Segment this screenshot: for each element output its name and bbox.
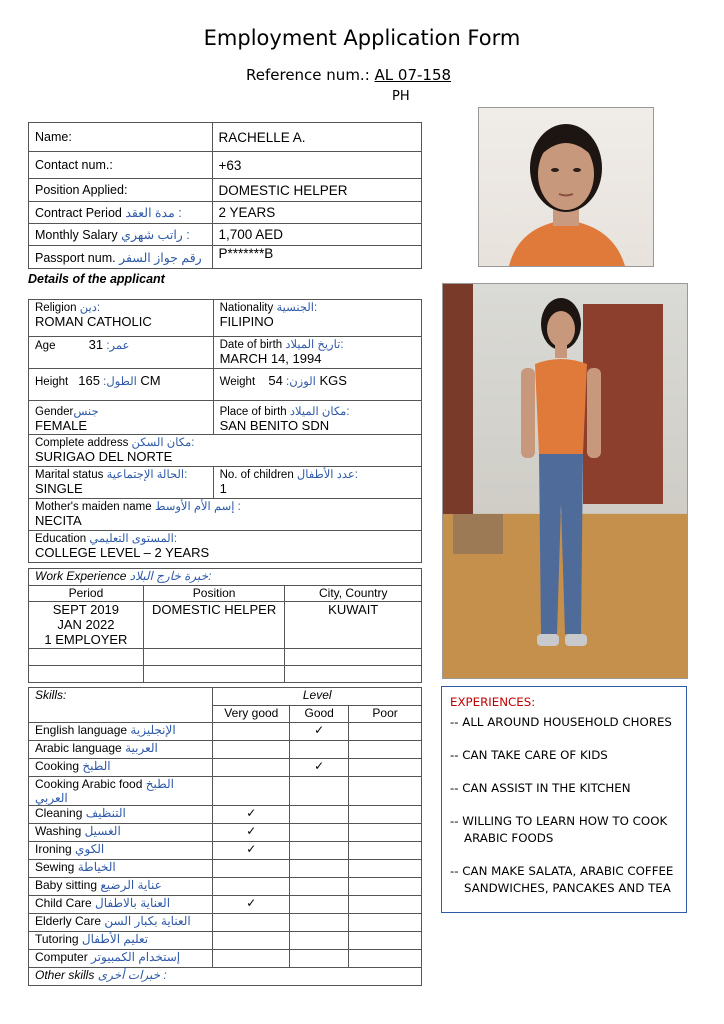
nationality-cell: Nationality الجنسية: FILIPINO [213,300,421,337]
maiden-cell: Mother's maiden name إسم الأم الأوسط : NECITA [29,499,422,531]
religion-value: ROMAN CATHOLIC [35,314,152,329]
skill-level-very-good [213,723,290,741]
skill-level-good [290,842,349,860]
work-experience-table [28,568,422,683]
skill-name: Child Care العناية بالاطفال [29,896,213,914]
skill-level-very-good [213,914,290,932]
skill-row [29,741,422,759]
skills-table [28,687,422,986]
skill-level-very-good [213,932,290,950]
empty-cell [29,649,144,666]
skill-name: Arabic language العربية [29,741,213,759]
skill-level-very-good [213,759,290,777]
height-value: 165 CM [78,373,161,388]
skill-level-good: ✓ [290,723,349,741]
skill-row [29,777,422,806]
skill-level-poor [349,878,422,896]
skill-level-good [290,860,349,878]
skill-name: Cleaning التنظيف [29,806,213,824]
empty-cell [285,666,422,683]
reference-label: Reference num.: [246,66,370,84]
weight-value: 54 KGS [268,373,347,388]
maiden-value: NECITA [35,513,82,528]
work-heading: Work Experience خبرة خارج البلاد: [29,569,422,586]
work-position: DOMESTIC HELPER [143,602,285,649]
skill-level-poor [349,914,422,932]
page-title: Employment Application Form [203,26,521,50]
skill-row [29,878,422,896]
nationality-value: FILIPINO [219,314,274,329]
skill-level-poor [349,824,422,842]
skill-level-very-good [213,777,290,806]
empty-cell [29,666,144,683]
skill-level-good [290,777,349,806]
skill-row [29,950,422,968]
skill-name: Ironing الكوي [29,842,213,860]
skill-level-good [290,950,349,968]
gender-value: FEMALE [35,418,88,433]
skill-level-very-good: ✓ [213,824,290,842]
skill-level-very-good: ✓ [213,806,290,824]
col-good: Good [290,706,349,723]
skill-name: Computer إستخدام الكمبيوتر [29,950,213,968]
reference-line [246,66,451,84]
skill-level-good: ✓ [290,759,349,777]
skill-level-poor [349,950,422,968]
name-label: Name: [29,123,213,152]
education-cell: Education المستوى التعليمي: COLLEGE LEVEL – 2 YEARS [29,531,422,563]
level-heading: Level [213,688,422,706]
skill-name: English language الإنجليزية [29,723,213,741]
contact-value: +63 [212,152,422,179]
skill-row [29,759,422,777]
skill-level-very-good: ✓ [213,842,290,860]
col-city: City, Country [285,586,422,602]
passport-label: Passport num. رقم جواز السفر [29,246,213,269]
contract-label: Contract Period مدة العقد : [29,202,213,224]
contact-label: Contact num.: [29,152,213,179]
portrait-illustration [479,108,653,266]
height-cell: Height الطول: 165 CM [29,369,214,401]
skill-name: Baby sitting عناية الرضيع [29,878,213,896]
details-table [28,299,422,563]
skill-name: Cooking Arabic food الطبخ العربي [29,777,213,806]
skill-level-poor [349,932,422,950]
age-value: 31 [88,337,104,352]
experience-item: -- ALL AROUND HOUSEHOLD CHORES [450,715,672,729]
address-cell: Complete address مكان السكن: SURIGAO DEL NORTE [29,435,422,467]
experience-item: -- CAN ASSIST IN THE KITCHEN [450,781,631,795]
children-value: 1 [219,481,227,496]
skill-row [29,932,422,950]
skill-level-very-good [213,741,290,759]
experiences-box [441,686,687,913]
marital-cell: Marital status الحالة الإجتماعية: SINGLE [29,467,214,499]
pob-value: SAN BENITO SDN [219,418,330,433]
skill-level-very-good [213,878,290,896]
other-skills: Other skills خبرات أخرى : [29,968,422,986]
skill-level-good [290,741,349,759]
skill-name: Sewing الخياطة [29,860,213,878]
skill-name: Elderly Care العناية بكبار السن [29,914,213,932]
marital-value: SINGLE [35,481,83,496]
weight-cell: Weight الوزن: 54 KGS [213,369,421,401]
skill-name: Cooking الطبخ [29,759,213,777]
experience-item: -- CAN MAKE SALATA, ARABIC COFFEE SANDWICHES, PANCAKES AND TEA [450,864,674,895]
col-very-good: Very good [213,706,290,723]
skill-row [29,860,422,878]
passport-value: P*******B [212,246,422,269]
position-value: DOMESTIC HELPER [212,179,422,202]
skill-row [29,806,422,824]
skill-name: Tutoring تعليم الأطفال [29,932,213,950]
skill-level-poor [349,806,422,824]
age-cell: Age عمر: 31 [29,337,214,369]
religion-cell: Religion دين: ROMAN CATHOLIC [29,300,214,337]
skill-level-poor [349,842,422,860]
skill-level-good [290,896,349,914]
work-period: SEPT 2019 JAN 2022 1 EMPLOYER [29,602,144,649]
summary-table [28,122,422,269]
details-heading: Details of the applicant [28,272,165,286]
skills-heading: Skills: [29,688,213,723]
empty-cell [143,666,285,683]
experiences-heading: EXPERIENCES: [450,695,536,709]
gender-cell: Genderجنس FEMALE [29,401,214,435]
skill-row [29,824,422,842]
skill-level-very-good: ✓ [213,896,290,914]
pob-cell: Place of birth مكان الميلاد: SAN BENITO SDN [213,401,421,435]
experience-item: -- CAN TAKE CARE OF KIDS [450,748,608,762]
col-position: Position [143,586,285,602]
experience-item: -- WILLING TO LEARN HOW TO COOK ARABIC FOODS [450,814,668,845]
applicant-portrait-photo [478,107,654,267]
col-poor: Poor [349,706,422,723]
applicant-full-body-photo [442,283,688,679]
skill-level-good [290,878,349,896]
skill-level-poor [349,777,422,806]
salary-value: 1,700 AED [212,224,422,246]
empty-cell [143,649,285,666]
skill-level-very-good [213,860,290,878]
skill-row [29,896,422,914]
dob-value: MARCH 14, 1994 [219,351,322,366]
skill-level-poor [349,723,422,741]
skill-level-good [290,806,349,824]
reference-number: AL 07-158 [374,66,452,84]
skill-level-very-good [213,950,290,968]
contract-value: 2 YEARS [212,202,422,224]
name-value: RACHELLE A. [212,123,422,152]
skill-level-poor [349,741,422,759]
position-label: Position Applied: [29,179,213,202]
work-city: KUWAIT [285,602,422,649]
skill-level-poor [349,860,422,878]
skill-row [29,842,422,860]
skill-level-poor [349,896,422,914]
skill-row [29,723,422,741]
skill-level-good [290,914,349,932]
skill-level-good [290,824,349,842]
col-period: Period [29,586,144,602]
children-cell: No. of children عدد الأطفال: 1 [213,467,421,499]
full-body-illustration [443,284,687,678]
empty-cell [285,649,422,666]
skill-level-good [290,932,349,950]
address-value: SURIGAO DEL NORTE [35,449,173,464]
education-value: COLLEGE LEVEL – 2 YEARS [35,545,210,560]
dob-cell: Date of birth تاريخ الميلاد: MARCH 14, 1994 [213,337,421,369]
skill-level-poor [349,759,422,777]
skill-name: Washing الغسيل [29,824,213,842]
salary-label: Monthly Salary راتب شهري : [29,224,213,246]
country-code: PH [392,89,410,104]
skill-row [29,914,422,932]
